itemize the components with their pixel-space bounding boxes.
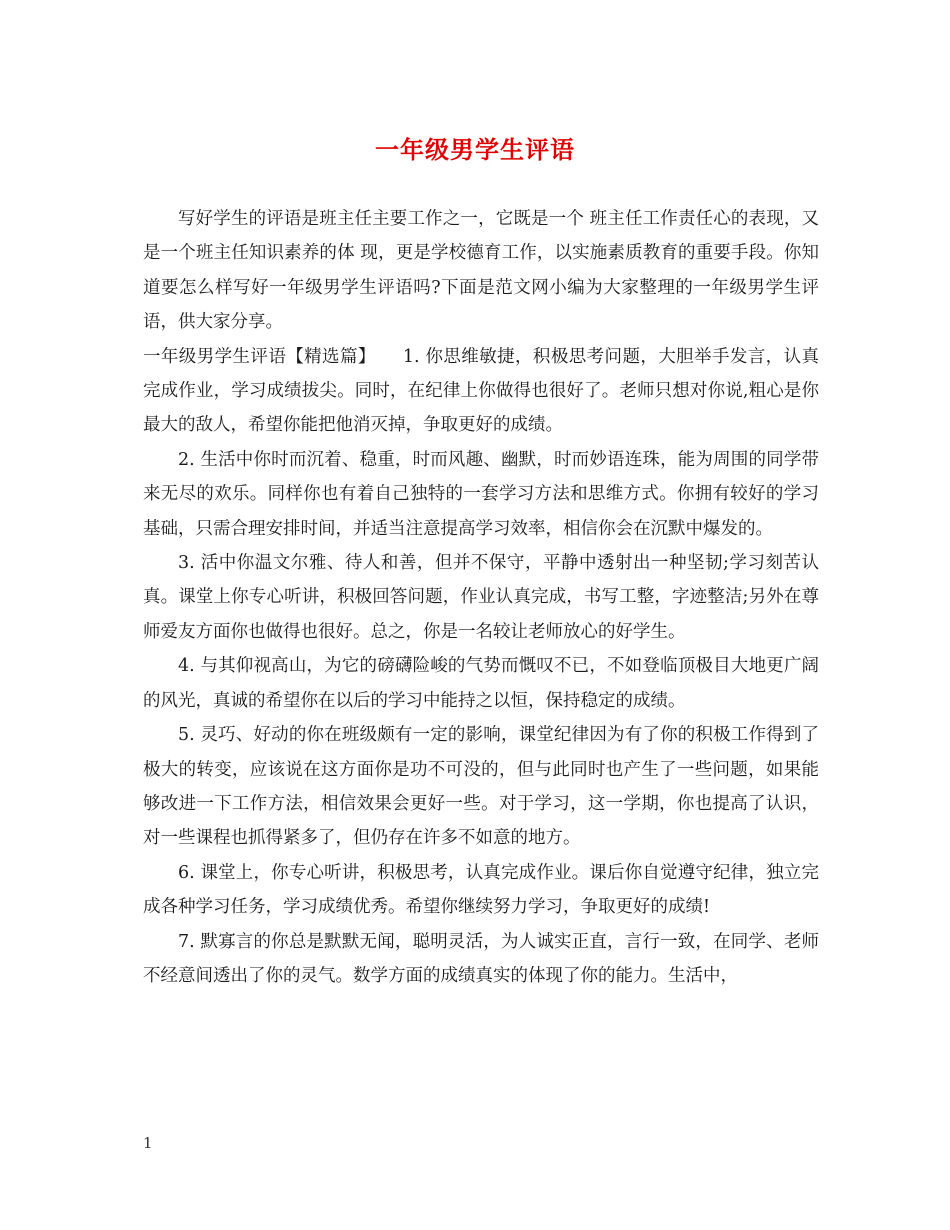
- paragraph-comment-2: 2. 生活中你时而沉着、稳重，时而风趣、幽默，时而妙语连珠，能为周围的同学带来无尽的欢乐。同样你也有着自己独特的一套学习方法和思维方式。你拥有较好的学习基础，只需合理安排时间，并适当注意提高学习效率，相信你会在沉默中爆发的。: [143, 449, 819, 539]
- paragraph-comment-3: 3. 活中你温文尔雅、待人和善，但并不保守，平静中透射出一种坚韧;学习刻苦认真。课堂上你专心听讲，积极回答问题，作业认真完成，书写工整，字迹整洁;另外在尊师爱友方面你也做得也很好。总之，你是一名较让老师放心的好学生。: [143, 553, 819, 642]
- page-number: 1: [143, 1134, 153, 1152]
- paragraph-section-heading: 一年级男学生评语【精选篇】 1. 你思维敏捷，积极思考问题，大胆举手发言，认真完成作业，学习成绩拔尖。同时，在纪律上你做得也很好了。老师只想对你说,粗心是你最大的敌人，希望你能把他消灭掉，争取更好的成绩。: [143, 346, 819, 436]
- paragraph-intro: 写好学生的评语是班主任主要工作之一，它既是一个 班主任工作责任心的表现，又是一个班主任知识素养的体 现，更是学校德育工作，以实施素质教育的重要手段。你知道要怎么样写好一年级男学生评语吗?下面是范文网小编为大家整理的一年级男学生评语，供大家分享。: [143, 209, 819, 333]
- paragraph-comment-7: 7. 默寡言的你总是默默无闻，聪明灵活，为人诚实正直，言行一致，在同学、老师不经意间透出了你的灵气。数学方面的成绩真实的体现了你的能力。生活中，: [143, 931, 819, 986]
- paragraph-comment-5: 5. 灵巧、好动的你在班级颇有一定的影响，课堂纪律因为有了你的积极工作得到了极大的转变，应该说在这方面你是功不可没的，但与此同时也产生了一些问题，如果能够改进一下工作方法，相信效果会更好一些。对于学习，这一学期，你也提高了认识，对一些课程也抓得紧多了，但仍存在许多不如意的地方。: [143, 725, 819, 849]
- document-body: [143, 202, 819, 993]
- document-title: 一年级男学生评语: [375, 136, 575, 164]
- paragraph-comment-6: 6. 课堂上，你专心听讲，积极思考，认真完成作业。课后你自觉遵守纪律，独立完成各种学习任务，学习成绩优秀。希望你继续努力学习，争取更好的成绩!: [143, 862, 819, 918]
- paragraph-comment-4: 4. 与其仰视高山，为它的磅礴险峻的气势而慨叹不已，不如登临顶极目大地更广阔的风光，真诚的希望你在以后的学习中能持之以恒，保持稳定的成绩。: [143, 656, 819, 711]
